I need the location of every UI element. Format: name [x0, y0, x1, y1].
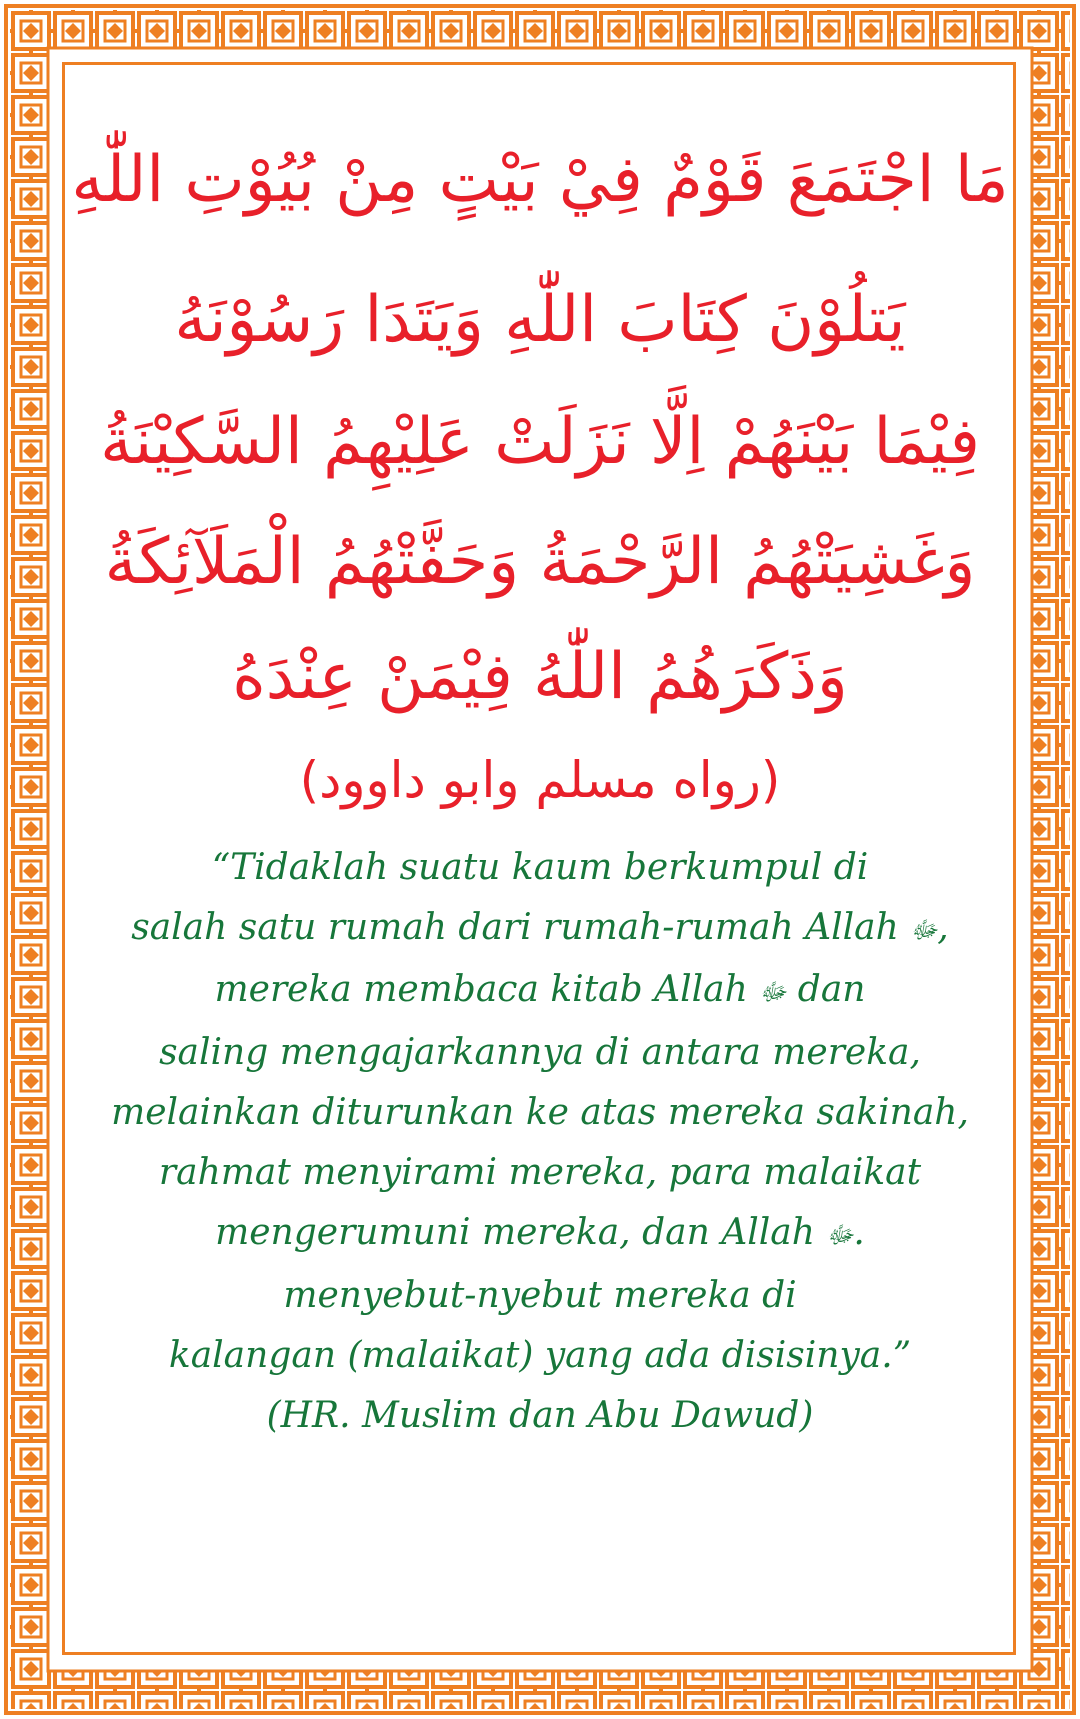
translation-line-3: mereka membaca kitab Allah ﷻ dan	[214, 969, 866, 1011]
swt-symbol: ﷻ	[910, 916, 938, 945]
arabic-hadith-line-2: يَتلُوْنَ كِتَابَ اللّٰهِ وَيَتَدَا رَسُوْنَهُ	[174, 283, 906, 357]
arabic-hadith-line-4: وَغَشِيَتْهُمُ الرَّحْمَةُ وَحَفَّتْهُمُ الْمَلَآئِكَةُ	[104, 525, 976, 599]
translation-line-6: rahmat menyirami mereka, para malaikat	[158, 1152, 922, 1194]
swt-symbol: ﷻ	[759, 978, 787, 1007]
translation-block	[70, 838, 1010, 1447]
translation-line-4: saling mengajarkannya di antara mereka,	[159, 1031, 921, 1073]
arabic-hadith-source: (رواه مسلم وابو داوود)	[299, 751, 781, 809]
translation-line-5: melainkan diturunkan ke atas mereka sakinah,	[111, 1091, 969, 1133]
swt-symbol: ﷻ	[826, 1221, 854, 1250]
translation-line-1: “Tidaklah suatu kaum berkumpul di	[211, 847, 869, 888]
translation-line-2: salah satu rumah dari rumah-rumah Allah ﷻ,	[131, 907, 949, 949]
translation-line-8: menyebut-nyebut mereka di	[283, 1274, 797, 1316]
translation-source: (HR. Muslim dan Abu Dawud)	[266, 1395, 814, 1437]
translation-line-9: kalangan (malaikat) yang ada disisinya.”	[168, 1334, 912, 1376]
arabic-hadith-line-1: مَا اجْتَمَعَ قَوْمٌ فِيْ بَيْتٍ مِنْ بُيُوْتِ اللّٰهِ	[71, 143, 1009, 217]
arabic-hadith-line-3: فِيْمَا بَيْنَهُمْ اِلَّا نَزَلَتْ عَلِيْهِمُ السَّكِيْنَةُ	[100, 405, 980, 479]
translation-line-7: mengerumuni mereka, dan Allah ﷻ.	[215, 1212, 865, 1254]
arabic-hadith-line-5: وَذَكَرَهُمُ اللّٰهُ فِيْمَنْ عِنْدَهُ	[232, 640, 848, 714]
